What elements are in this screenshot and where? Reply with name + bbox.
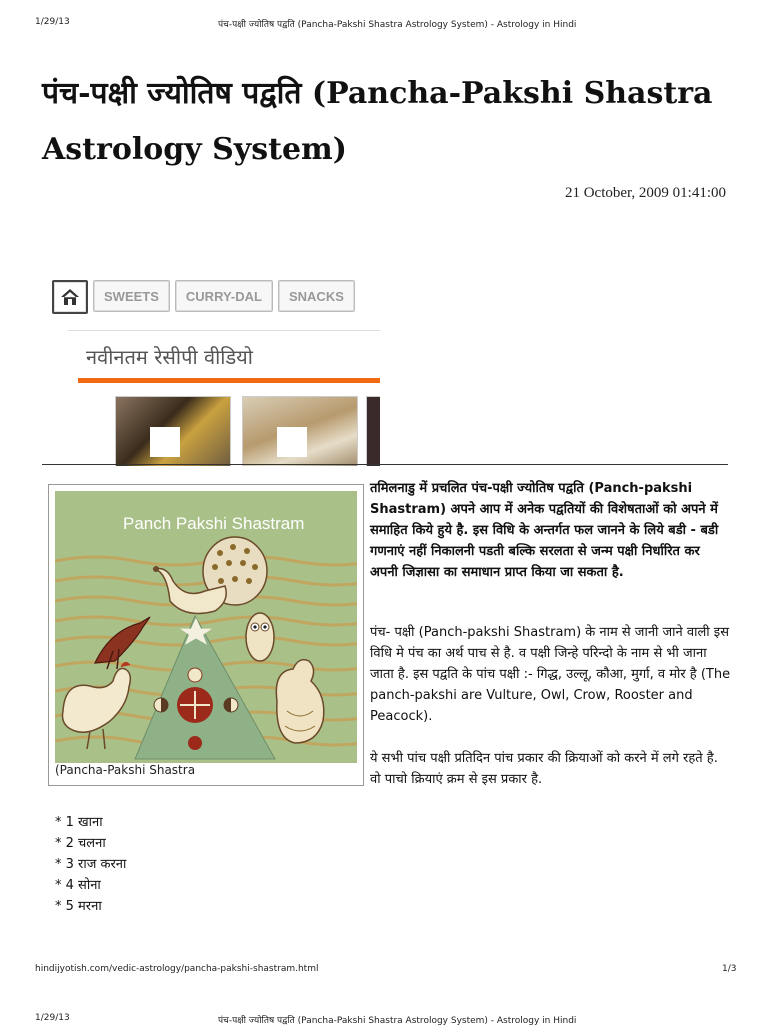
article-datetime: 21 October, 2009 01:41:00 — [564, 185, 726, 201]
figure-caption: (Pancha-Pakshi Shastra — [55, 763, 196, 777]
nav-bar — [52, 280, 355, 312]
activities-list — [55, 812, 126, 917]
nav-snacks[interactable]: SNACKS — [278, 280, 355, 312]
list-item: * 3 राज करना — [55, 857, 127, 872]
thumbnail-placeholder — [277, 427, 307, 457]
page-title: पंच-पक्षी ज्योतिष पद्वति (Pancha-Pakshi Shastra Astrology System) — [42, 76, 713, 167]
recipe-thumbnail-1[interactable] — [115, 396, 231, 466]
print-date: 1/29/13 — [35, 17, 70, 27]
activities-intro-paragraph: ये सभी पांच पक्षी प्रतिदिन पांच प्रकार की क्रियाओं को करने में लगे रहते है. वो पाचो क्रियाएं क्रम से इस प्रकार है. — [370, 751, 718, 787]
recipe-thumbnail-3[interactable] — [366, 396, 380, 466]
page-number: 1/3 — [722, 964, 737, 974]
list-item: * 1 खाना — [55, 815, 103, 830]
panch-pakshi-illustration — [55, 491, 357, 763]
recipe-widget-title: नवीनतम रेसीपी वीडियो — [86, 345, 253, 369]
list-item: * 2 चलना — [55, 836, 106, 851]
list-item: * 4 सोना — [55, 878, 101, 893]
figure-box — [48, 484, 364, 786]
home-button[interactable] — [52, 280, 88, 314]
recipe-video-widget — [68, 330, 380, 466]
birds-paragraph: पंच- पक्षी (Panch-pakshi Shastram) के नाम से जानी जाने वाली इस विधि मे पंच का अर्थ पाच से है. व पक्षी जिन्हे परिन्दो के नाम से भी जाना जाता है. इस पद्वति के पांच पक्षी :- गिद्ध, उल्लू, कौआ, मुर्गा, व मोर है (The panch-pakshi are Vulture, Owl, Crow, Rooster and Peacock). — [370, 625, 731, 724]
print-title: पंच-पक्षी ज्योतिष पद्वति (Pancha-Pakshi Shastra Astrology System) - Astrology in Hindi — [218, 20, 577, 30]
illustration-title: Panch Pakshi Shastram — [123, 514, 305, 533]
page-url: hindijyotish.com/vedic-astrology/pancha-pakshi-shastram.html — [35, 964, 319, 974]
next-print-date: 1/29/13 — [35, 1013, 70, 1023]
next-print-title: पंच-पक्षी ज्योतिष पद्वति (Pancha-Pakshi Shastra Astrology System) - Astrology in Hindi — [218, 1016, 577, 1026]
nav-sweets[interactable]: SWEETS — [93, 280, 170, 312]
home-icon — [60, 288, 80, 306]
thumbnail-placeholder — [150, 427, 180, 457]
recipe-thumbnail-2[interactable] — [242, 396, 358, 466]
nav-curry-dal[interactable]: CURRY-DAL — [175, 280, 273, 312]
horizontal-rule — [42, 464, 728, 465]
orange-divider — [78, 378, 380, 383]
intro-paragraph: तमिलनाडु में प्रचलित पंच-पक्षी ज्योतिष पद्वति (Panch-pakshi Shastram) अपने आप में अनेक पद्वतियों की विशेषताओं को अपने में समाहित किये हुये है. इस विधि के अन्तर्गत फल जानने के लिये बडी - बडी गणनाएं नहीं निकालनी पडती बल्कि सरलता से जन्म पक्षी निर्धारित कर अपनी जिज्ञासा का समाधान प्राप्त किया जा सकता है. — [370, 481, 719, 580]
list-item: * 5 मरना — [55, 899, 102, 914]
